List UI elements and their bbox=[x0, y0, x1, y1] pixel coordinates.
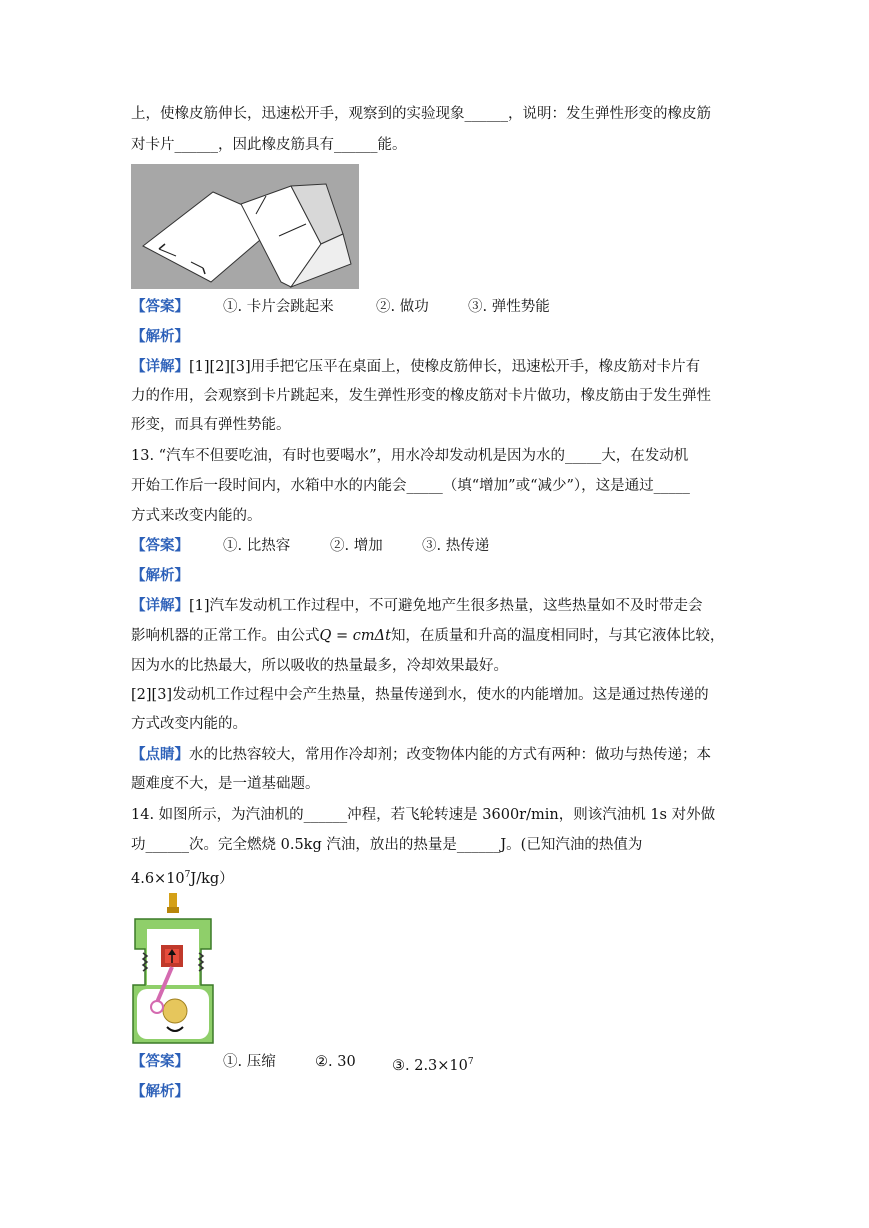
q13-detail-text-2b: 知，在质量和升高的温度相同时，与其它液体比较， bbox=[390, 628, 725, 644]
q13-detail-text-1: [1]汽车发动机工作过程中，不可避免地产生很多热量，这些热量如不及时带走会 bbox=[189, 598, 703, 614]
q14-answer-label: 【答案】 bbox=[131, 1053, 189, 1070]
q13-answer-2: ②. 增加 bbox=[330, 538, 383, 554]
q13-detail-line-4: [2][3]发动机工作过程中会产生热量，热量传递到水，使水的内能增加。这是通过热传递的 bbox=[131, 687, 709, 703]
q12-answer-1: ①. 卡片会跳起来 bbox=[223, 299, 334, 315]
q13-detail-label: 【详解】 bbox=[131, 597, 189, 614]
card-figure bbox=[131, 164, 359, 289]
q14-answer-3 bbox=[392, 1052, 474, 1076]
q13-answer-1: ①. 比热容 bbox=[223, 538, 291, 554]
q12-answer-label: 【答案】 bbox=[131, 298, 189, 315]
q14-value-unit: J/kg） bbox=[190, 871, 234, 887]
q14-value-base: 4.6×10 bbox=[131, 871, 185, 887]
engine-figure bbox=[131, 893, 215, 1045]
q12-detail-label: 【详解】 bbox=[131, 358, 189, 375]
q13-detail-line-1 bbox=[131, 596, 703, 616]
q14-line-2: 功______次。完全燃烧 0.5kg 汽油，放出的热量是______J。(已知汽油的热值为 bbox=[131, 837, 643, 853]
q14-line-1: 14. 如图所示，为汽油机的______冲程，若飞轮转速是 3600r/min，则该汽油机 1s 对外做 bbox=[131, 807, 716, 823]
q13-analysis-label: 【解析】 bbox=[131, 567, 189, 584]
q13-detail-line-5: 方式改变内能的。 bbox=[131, 716, 247, 732]
q12-detail-line-1 bbox=[131, 357, 700, 377]
q12-detail-line-3: 形变，而具有弹性势能。 bbox=[131, 417, 291, 433]
q14-line-3 bbox=[131, 865, 234, 889]
q13-line-2: 开始工作后一段时间内，水箱中水的内能会_____（填“增加”或“减少”），这是通过_____ bbox=[131, 478, 690, 494]
q12-detail-line-2: 力的作用，会观察到卡片跳起来，发生弹性形变的橡皮筋对卡片做功，橡皮筋由于发生弹性 bbox=[131, 388, 711, 404]
q13-comment-label: 【点睛】 bbox=[131, 746, 189, 763]
q13-detail-line-3: 因为水的比热最大，所以吸收的热量最多，冷却效果最好。 bbox=[131, 658, 508, 674]
q13-comment-line-1 bbox=[131, 745, 711, 765]
q12-answer-2: ②. 做功 bbox=[376, 299, 429, 315]
q13-detail-text-2a: 影响机器的正常工作。由公式 bbox=[131, 628, 320, 644]
intro-line-1: 上，使橡皮筋伸长，迅速松开手，观察到的实验现象______，说明：发生弹性形变的橡皮筋 bbox=[131, 106, 711, 122]
q13-line-1: 13. “汽车不但要吃油，有时也要喝水”，用水冷却发动机是因为水的_____大，在发动机 bbox=[131, 448, 689, 464]
q14-answer-2: ②. 30 bbox=[315, 1054, 356, 1070]
intro-line-2: 对卡片______，因此橡皮筋具有______能。 bbox=[131, 137, 407, 153]
q12-detail-text-1: [1][2][3]用手把它压平在桌面上，使橡皮筋伸长，迅速松开手，橡皮筋对卡片有 bbox=[189, 359, 701, 375]
q13-formula: Q = cmΔt bbox=[319, 628, 391, 644]
q13-answer-3: ③. 热传递 bbox=[422, 538, 490, 554]
q14-answer-3-base: ③. 2.3×10 bbox=[392, 1058, 468, 1074]
q13-answer-label: 【答案】 bbox=[131, 537, 189, 554]
q14-answer-3-exponent: 7 bbox=[467, 1057, 474, 1067]
q13-comment-line-2: 题难度不大，是一道基础题。 bbox=[131, 776, 320, 792]
q13-detail-line-2 bbox=[131, 626, 724, 646]
q14-value-exponent: 7 bbox=[184, 870, 191, 880]
q12-analysis-label: 【解析】 bbox=[131, 328, 189, 345]
q13-comment-text-1: 水的比热容较大，常用作冷却剂；改变物体内能的方式有两种：做功与热传递；本 bbox=[189, 747, 711, 763]
q13-line-3: 方式来改变内能的。 bbox=[131, 508, 262, 524]
q14-analysis-label: 【解析】 bbox=[131, 1083, 189, 1100]
q12-answer-3: ③. 弹性势能 bbox=[468, 299, 550, 315]
q14-answer-1: ①. 压缩 bbox=[223, 1054, 276, 1070]
